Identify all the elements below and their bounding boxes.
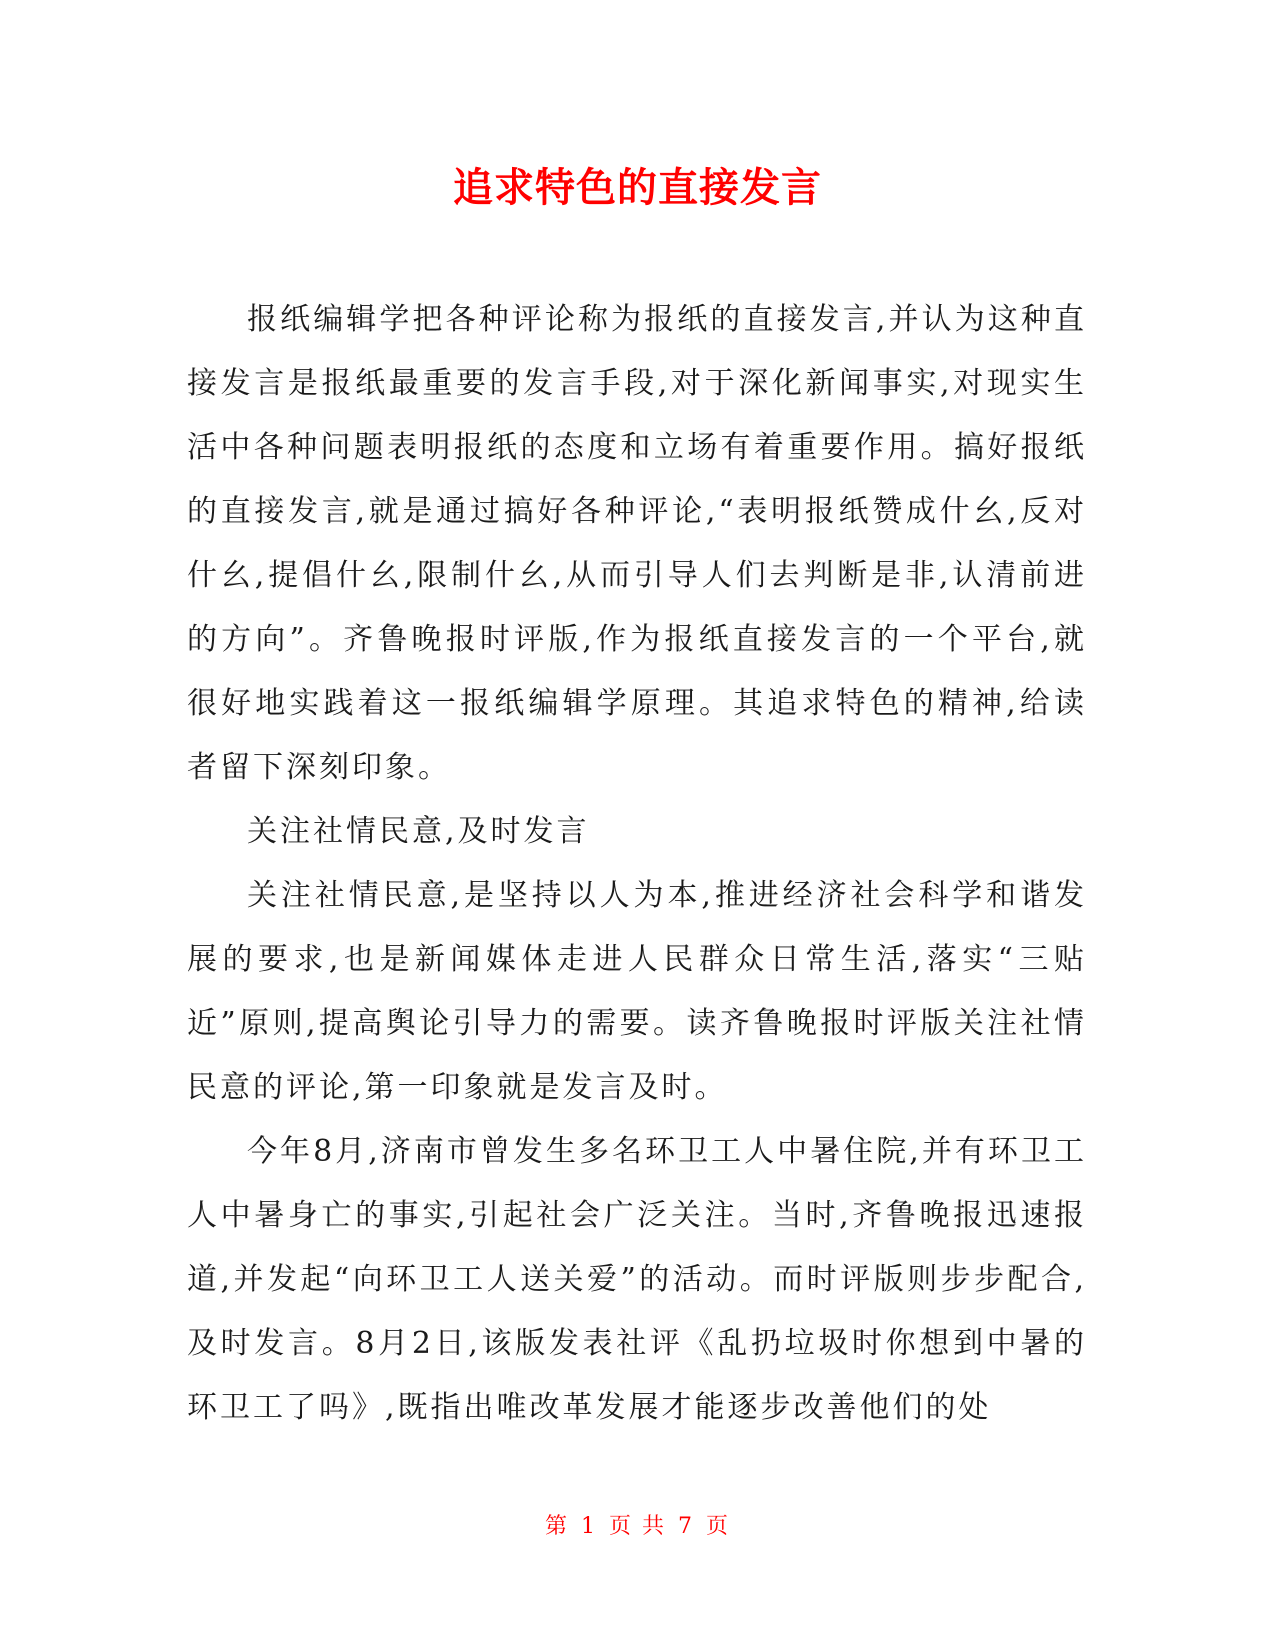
document-title: 追求特色的直接发言 [453, 165, 822, 211]
footer-mid: 页 共 [609, 1514, 666, 1539]
total-pages-number: 7 [678, 1514, 694, 1539]
paragraph: 关注社情民意,是坚持以人为本,推进经济社会科学和谐发展的要求,也是新闻媒体走进人民群众日常生活,落实“三贴近”原则,提高舆论引导力的需要。读齐鲁晚报时评版关注社情民意的评论,第一印象就是发言及时。 [187, 878, 1087, 1105]
page-footer [0, 1512, 1275, 1542]
current-page-number: 1 [581, 1514, 597, 1539]
section-heading: 关注社情民意,及时发言 [247, 814, 590, 849]
paragraph: 报纸编辑学把各种评论称为报纸的直接发言,并认为这种直接发言是报纸最重要的发言手段,对于深化新闻事实,对现实生活中各种问题表明报纸的态度和立场有着重要作用。搞好报纸的直接发言,就是通过搞好各种评论,“表明报纸赞成什幺,反对什幺,提倡什幺,限制什幺,从而引导人们去判断是非,认清前进的方向”。齐鲁晚报时评版,作为报纸直接发言的一个平台,就很好地实践着这一报纸编辑学原理。其追求特色的精神,给读者留下深刻印象。 [187, 302, 1087, 785]
paragraph: 今年8月,济南市曾发生多名环卫工人中暑住院,并有环卫工人中暑身亡的事实,引起社会广泛关注。当时,齐鲁晚报迅速报道,并发起“向环卫工人送关爱”的活动。而时评版则步步配合,及时发言。8月2日,该版发表社评《乱扔垃圾时你想到中暑的环卫工了吗》,既指出唯改革发展才能逐步改善他们的处 [187, 1134, 1087, 1425]
footer-prefix: 第 [544, 1514, 569, 1539]
footer-suffix: 页 [706, 1514, 731, 1539]
document-body [187, 288, 1087, 1440]
